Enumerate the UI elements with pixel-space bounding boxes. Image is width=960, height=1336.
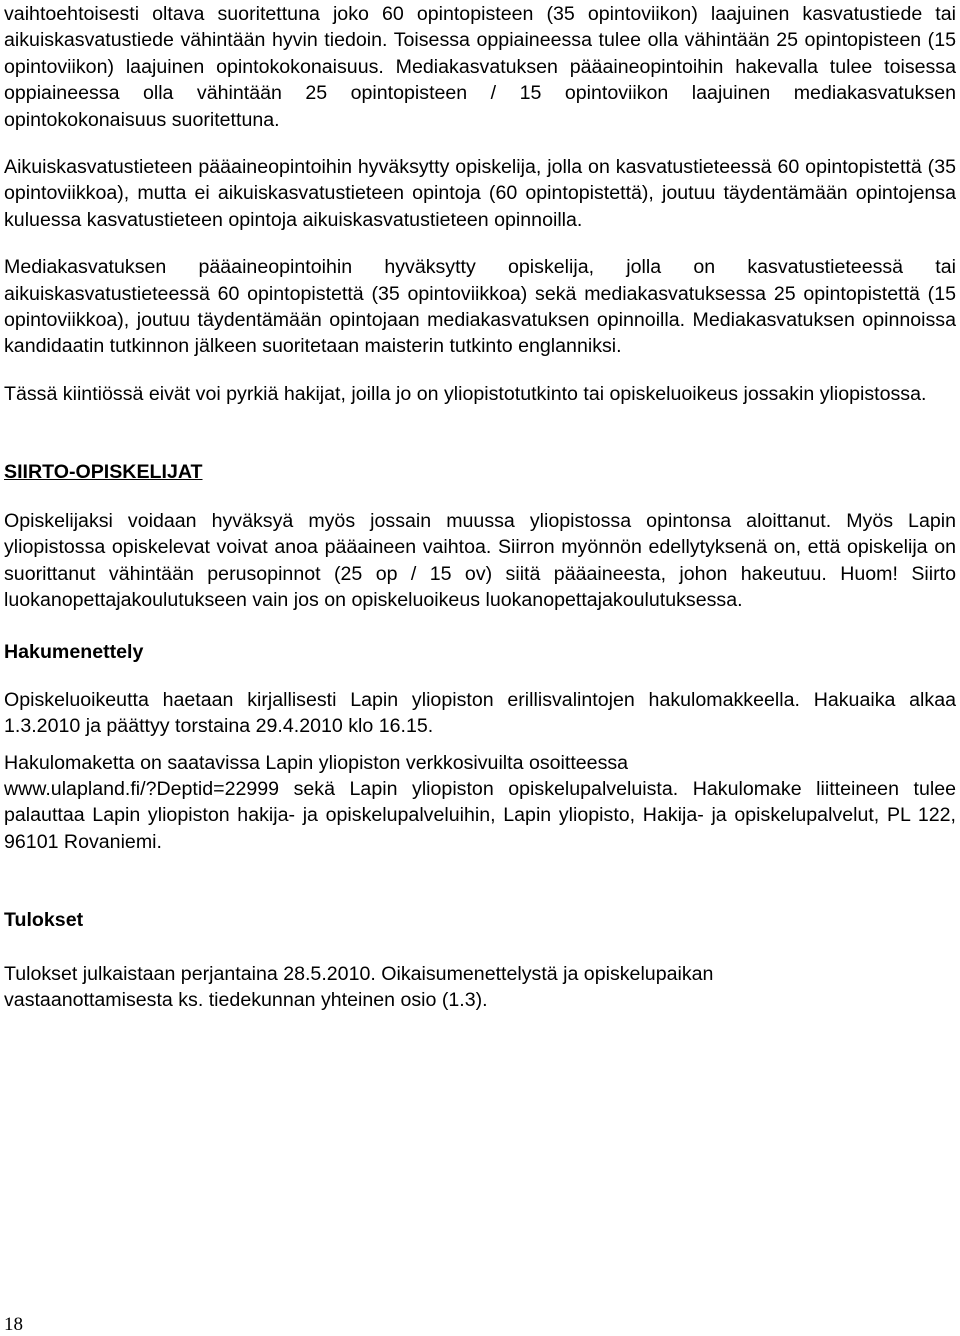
section-heading-hakumenettely: Hakumenettely (4, 641, 144, 664)
hakumenettely-paragraph-2-line-1: Hakulomaketta on saatavissa Lapin yliopiston verkkosivuilta osoitteessa (4, 751, 629, 774)
siirto-paragraph: Opiskelijaksi voidaan hyväksyä myös jossain muussa yliopistossa opintonsa aloittanut. Myös Lapin yliopistossa opiskelevat voivat anoa pääaineen vaihtoa. Siirron myönnön edellytyksenä on, että opiskelija on suorittanut vähintään perusopinnot (25 op / 15 ov) siitä pääaineesta, johon hakeutuu. Huom! Siirto luokanopettajakoulutukseen vain jos on opiskeluoikeus luokanopettajakoulutuksessa. (4, 509, 956, 611)
intro-paragraph-4: Tässä kiintiössä eivät voi pyrkiä hakijat, joilla jo on yliopistotutkinto tai opiskeluoikeus jossakin yliopistossa. (4, 382, 927, 405)
tulokset-line-1: Tulokset julkaistaan perjantaina 28.5.2010. Oikaisumenettelystä ja opiskelupaikan (4, 962, 714, 985)
intro-paragraph-2: Aikuiskasvatustieteen pääaineopintoihin hyväksytty opiskelija, jolla on kasvatustieteessä 60 opintopistettä (35 opintoviikkoa), mutta ei aikuiskasvatustieteen opintoja (60 opintopistettä), joutuu täydentämään opintojensa kuluessa kasvatustieteen opintoja aikuiskasvatustieteen opinnoilla. (4, 156, 956, 231)
intro-paragraph-3: Mediakasvatuksen pääaineopintoihin hyväksytty opiskelija, jolla on kasvatustieteessä tai aikuiskasvatustieteessä 60 opintopistettä (35 opintoviikkoa) sekä mediakasvatuksessa 25 opintopistettä (15 opintoviikkoa), joutuu täydentämään opintojaan mediakasvatuksen opinnoilla. Mediakasvatuksen opinnoissa kandidaatin tutkinnon jälkeen suoritetaan maisterin tutkinto englanniksi. (4, 256, 956, 358)
section-heading-siirto: SIIRTO-OPISKELIJAT (4, 461, 203, 484)
page-number: 18 (4, 1314, 23, 1335)
tulokset-line-2: vastaanottamisesta ks. tiedekunnan yhteinen osio (1.3). (4, 988, 488, 1011)
hakumenettely-paragraph-2: www.ulapland.fi/?Deptid=22999 sekä Lapin yliopiston opiskelupalveluista. Hakulomake liitteineen tulee palauttaa Lapin yliopiston hakija- ja opiskelupalveluihin, Lapin yliopisto, Hakija- ja opiskelupalvelut, PL 122, 96101 Rovaniemi. (4, 777, 956, 853)
section-heading-tulokset: Tulokset (4, 909, 84, 932)
document-page (4, 0, 956, 1013)
intro-paragraph-1: vaihtoehtoisesti oltava suoritettuna joko 60 opintopisteen (35 opintoviikon) laajuinen kasvatustiede tai aikuiskasvatustiede vähintään hyvin tiedoin. Toisessa oppiaineessa tulee olla vähintään 25 opintopisteen (15 opintoviikon) laajuinen opintokokonaisuus. Mediakasvatuksen pääaineopintoihin hakevalla tulee toisessa oppiaineessa olla vähintään 25 opintopisteen / 15 opintoviikon laajuinen mediakasvatuksen opintokokonaisuus suoritettuna. (4, 3, 956, 131)
hakumenettely-paragraph-1: Opiskeluoikeutta haetaan kirjallisesti Lapin yliopiston erillisvalintojen hakulomakkeella. Hakuaika alkaa 1.3.2010 ja päättyy torstaina 29.4.2010 klo 16.15. (4, 688, 956, 738)
